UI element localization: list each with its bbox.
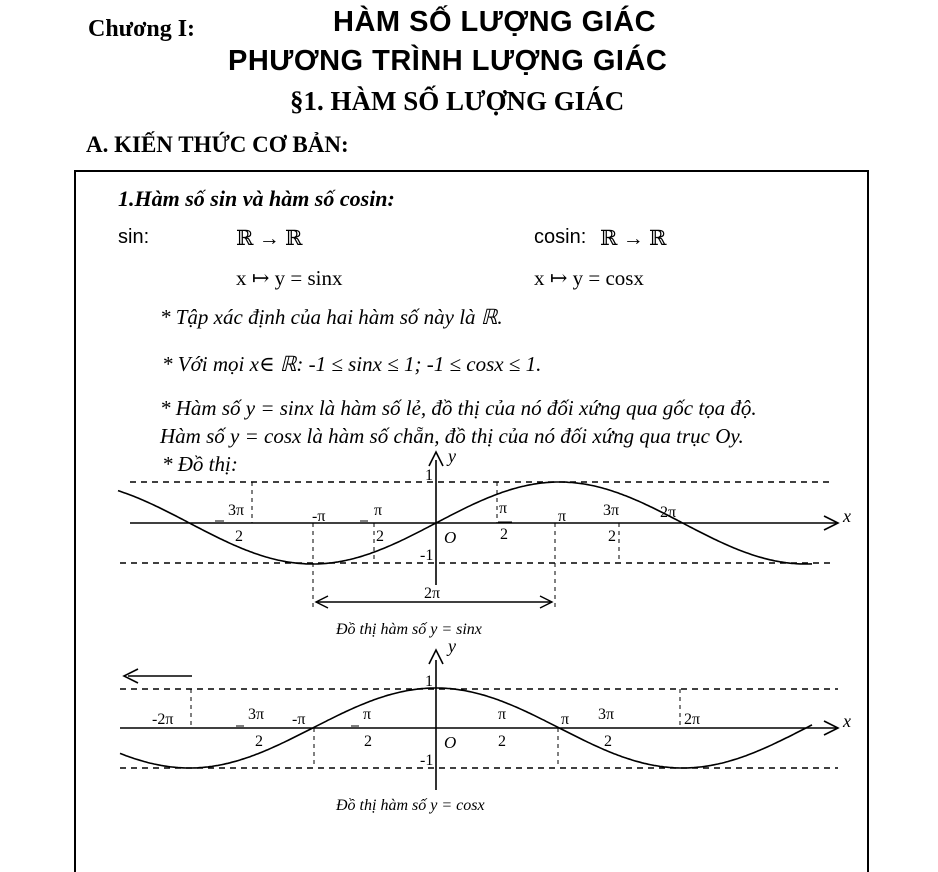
left-arrow [124, 669, 192, 683]
cos-y-label: y [448, 636, 456, 656]
cos-x-label: x [843, 711, 851, 731]
bullet-range: * Với mọi x∈ ℝ: -1 ≤ sinx ≤ 1; -1 ≤ cosx ≤ 1. [162, 352, 542, 376]
cos-caption: Đồ thị hàm số y = cosx [336, 797, 485, 814]
cos-one-label: 1 [425, 673, 433, 690]
cos-label: cosin: [534, 226, 587, 248]
sin-tick-3pi2-den: 2 [608, 528, 616, 545]
cos-tick-3pi2-num: 3π [598, 706, 615, 723]
cos-tick-m2pi: -2π [152, 711, 174, 728]
sin-rule: x ↦ y = sinx [236, 266, 343, 290]
bullet-graph: * Đồ thị: [162, 452, 238, 476]
cos-tick-mpi2-num: π [363, 706, 372, 723]
cos-tick-mpi2-den: 2 [364, 733, 372, 750]
cos-graph [120, 636, 851, 814]
sin-tick-pi2-den: 2 [500, 526, 508, 543]
sin-tick-m3pi2-den: 2 [235, 528, 243, 545]
sin-graph [118, 446, 851, 638]
sin-tick-mpi: -π [312, 508, 326, 525]
cos-tick-pi2-den: 2 [498, 733, 506, 750]
sin-tick-m3pi2-num: 3π [228, 502, 245, 519]
sin-label: sin: [118, 226, 150, 248]
bullet-domain: * Tập xác định của hai hàm số này là ℝ. [160, 305, 503, 329]
title-line-1: HÀM SỐ LƯỢNG GIÁC [333, 6, 657, 38]
sin-tick-pi2-num: π [499, 500, 508, 517]
section-title: §1. HÀM SỐ LƯỢNG GIÁC [290, 86, 625, 116]
title-line-2: PHƯƠNG TRÌNH LƯỢNG GIÁC [228, 45, 668, 77]
bullet-parity-cos: Hàm số y = cosx là hàm số chẵn, đồ thị của nó đối xứng qua trục Oy. [160, 424, 744, 448]
sin-period-label: 2π [424, 585, 441, 602]
sin-map: ℝ → ℝ [236, 226, 303, 250]
cos-tick-pi2-num: π [498, 706, 507, 723]
sin-x-label: x [843, 506, 851, 526]
sin-caption: Đồ thị hàm số y = sinx [336, 621, 482, 638]
sin-tick-2pi: 2π [660, 504, 677, 521]
chapter-label: Chương I: [88, 16, 196, 42]
bullet-parity-sin: * Hàm số y = sinx là hàm số lẻ, đồ thị của nó đối xứng qua gốc tọa độ. [160, 396, 757, 420]
cos-minus-one-label: -1 [420, 752, 434, 769]
cos-tick-m3pi2-den: 2 [255, 733, 263, 750]
sin-origin: O [444, 528, 457, 547]
cos-tick-m3pi2-num: 3π [248, 706, 265, 723]
sin-tick-pi: π [558, 508, 567, 525]
sin-tick-mpi2-num: π [374, 502, 383, 519]
cos-tick-pi: π [561, 711, 570, 728]
cos-tick-2pi: 2π [684, 711, 701, 728]
section-a-heading: A. KIẾN THỨC CƠ BẢN: [86, 132, 349, 157]
cos-map: ℝ → ℝ [600, 226, 667, 250]
sin-y-label: y [448, 446, 456, 466]
box-subtitle: 1.Hàm số sin và hàm số cosin: [118, 186, 395, 211]
cos-origin: O [444, 733, 457, 752]
cos-tick-mpi: -π [292, 711, 306, 728]
sin-one-label: 1 [425, 467, 433, 484]
sin-tick-3pi2-num: 3π [603, 502, 620, 519]
cos-tick-3pi2-den: 2 [604, 733, 612, 750]
cos-rule: x ↦ y = cosx [534, 266, 644, 290]
sin-minus-one-label: -1 [420, 547, 434, 564]
sin-tick-mpi2-den: 2 [376, 528, 384, 545]
